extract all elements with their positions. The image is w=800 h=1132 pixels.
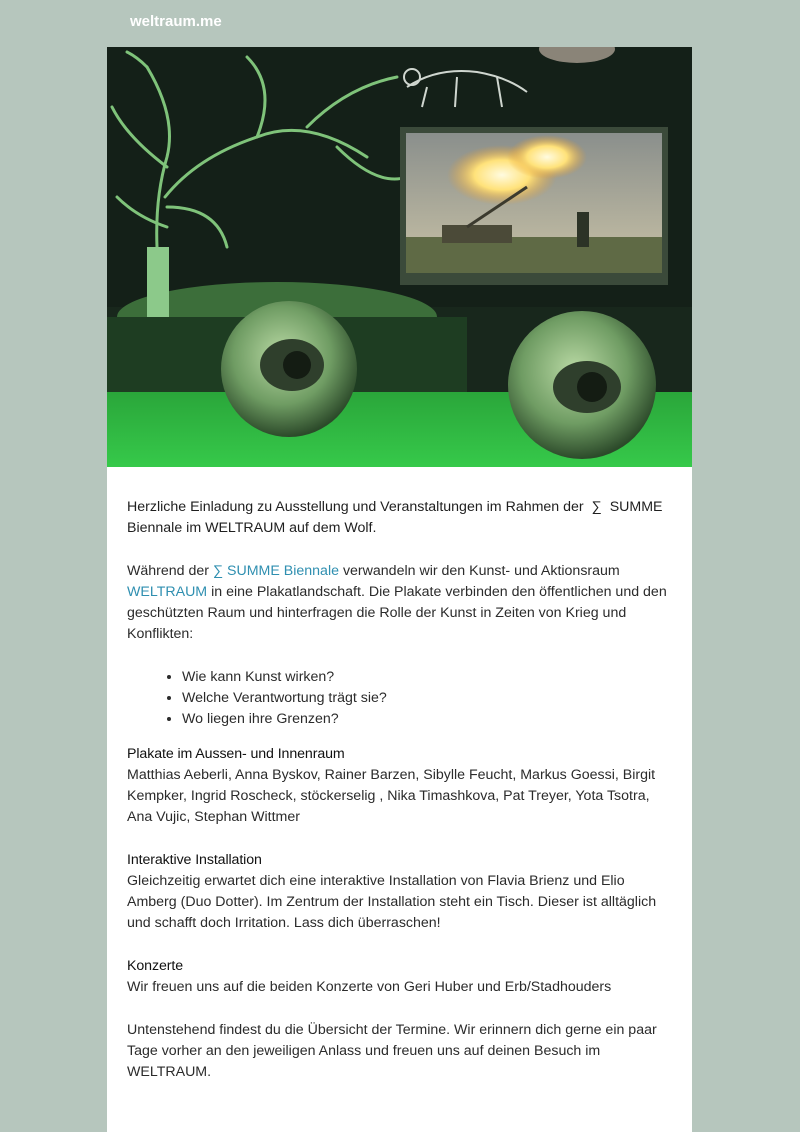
intro-text: Herzliche Einladung zu Ausstellung und Veranstaltungen im Rahmen der (127, 499, 584, 515)
list-item: • Wo liegen ihre Grenzen? (182, 709, 672, 730)
eye-sphere-right (508, 311, 656, 459)
desc-text-end: in eine Plakatlandschaft. Die Plakate verbinden den öffentlichen und den geschützten Raum und hinterfragen die Rolle der Kunst in Zeiten von Krieg und Konflikten: (127, 584, 667, 642)
desc-text-mid: verwandeln wir den Kunst- und Aktionsraum (339, 563, 620, 579)
plakate-text: Matthias Aeberli, Anna Byskov, Rainer Barzen, Sibylle Feucht, Markus Goessi, Birgit Kempker, Ingrid Roscheck, stöckerselig , Nika Timashkova, Pat Treyer, Yota Tsotra, Ana Vujic, Stephan Wittmer (127, 767, 656, 825)
summe-biennale-link[interactable]: ∑ SUMME Biennale (212, 563, 339, 579)
installation-text: Gleichzeitig erwartet dich eine interaktive Installation von Flavia Brienz und Elio Amberg (Duo Dotter). Im Zentrum der Installation steht ein Tisch. Dieser ist alltäglich und schafft doch Irritation. Lass dich überraschen! (127, 873, 657, 931)
konzerte-text: Wir freuen uns auf die beiden Konzerte von Geri Huber und Erb/Stadhouders (127, 979, 612, 995)
intro-heading (127, 497, 672, 539)
sigma-symbol: ∑ (591, 499, 602, 515)
konzerte-title: Konzerte (127, 958, 183, 974)
brand-logo[interactable]: weltraum.me (130, 13, 222, 30)
questions-list (127, 667, 672, 730)
desc-text: Während der (127, 563, 213, 579)
exhibition-collage-image (107, 47, 692, 467)
closing-text: Untenstehend findest du die Übersicht der Termine. Wir erinnern dich gerne ein paar Tage vorher an den jeweiligen Anlass und freuen uns auf deinen Besuch im WELTRAUM. (127, 1022, 657, 1080)
summe-text: SUMME (609, 499, 663, 515)
weltraum-link[interactable]: WELTRAUM (127, 584, 208, 600)
eye-sphere-left (221, 301, 357, 437)
list-item: • Welche Verantwortung trägt sie? (182, 688, 672, 709)
description-paragraph (127, 561, 672, 645)
newsletter-card (107, 47, 692, 1132)
plakate-title: Plakate im Aussen- und Innenraum (127, 746, 345, 762)
hero-image (107, 47, 692, 467)
intro-text-2: Biennale im WELTRAUM auf dem Wolf. (127, 520, 377, 536)
newsletter-body (127, 497, 672, 1105)
list-item: • Wie kann Kunst wirken? (182, 667, 672, 688)
installation-title: Interaktive Installation (127, 852, 262, 868)
